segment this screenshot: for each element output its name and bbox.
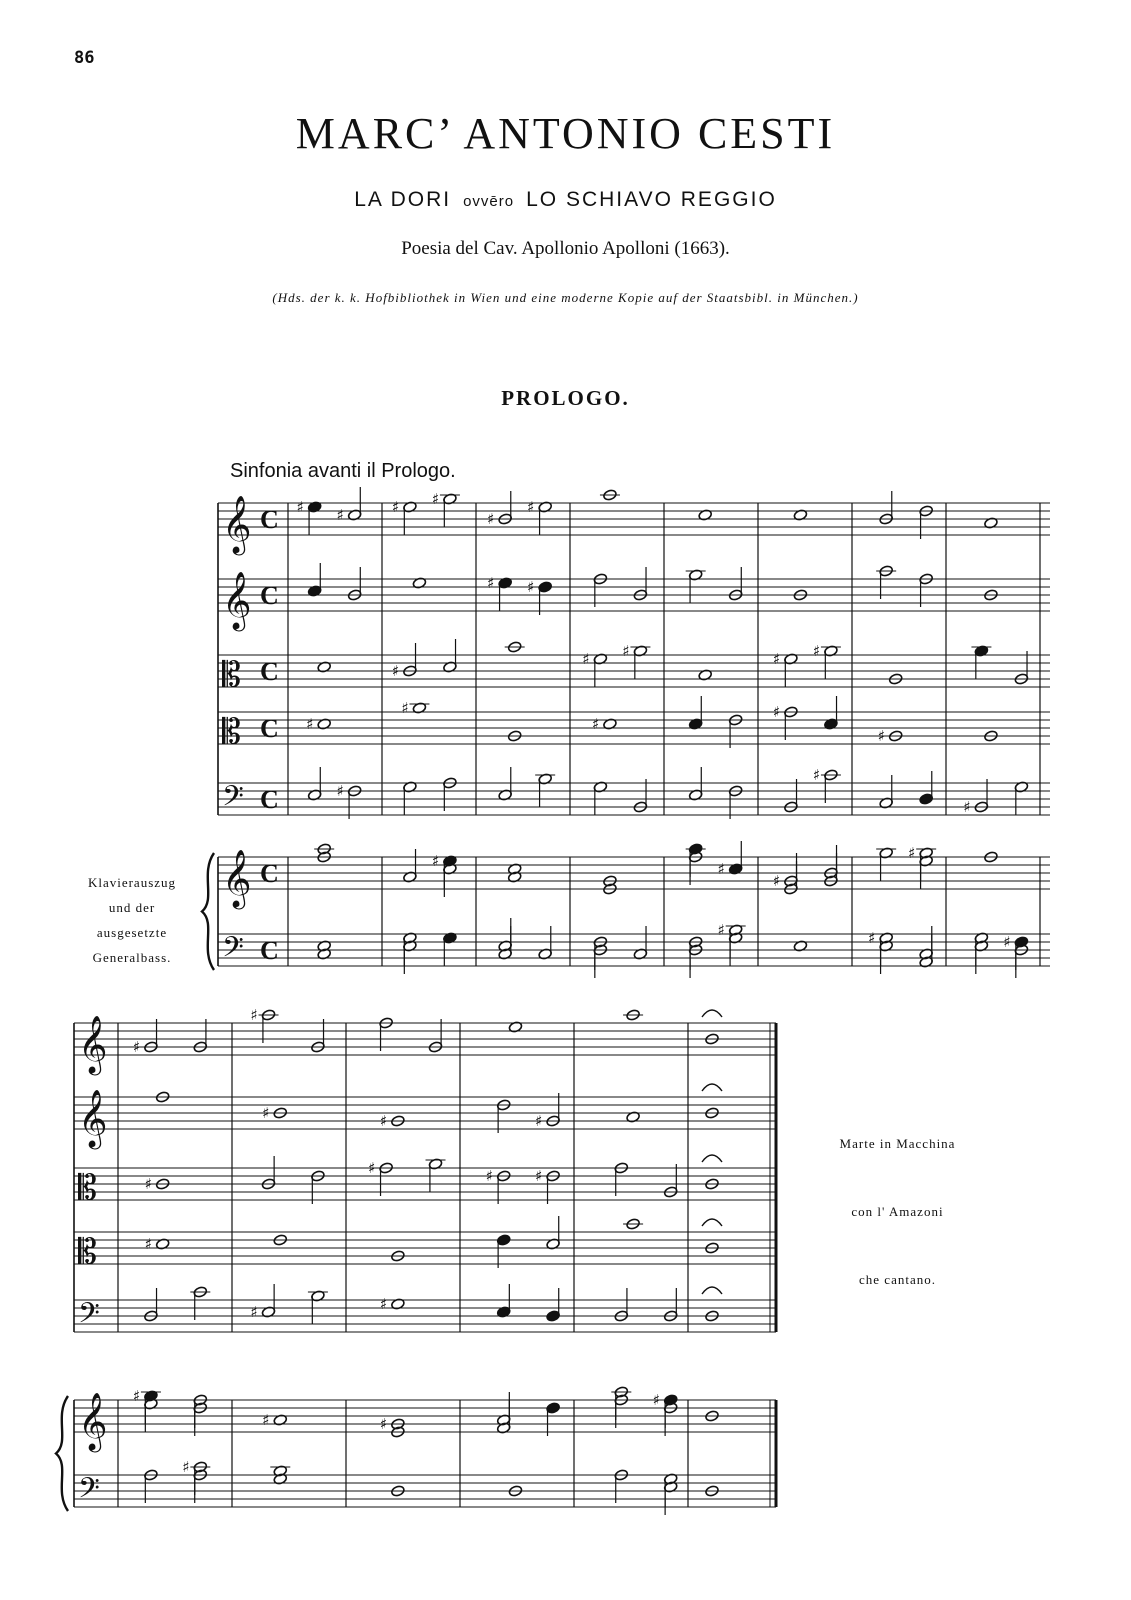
composer-title: MARC’ ANTONIO CESTI xyxy=(295,109,836,158)
sharp-sign: ♯ xyxy=(262,1411,270,1429)
marte-label-line: con l' Amazoni xyxy=(851,1204,944,1219)
klavier-label-line: und der xyxy=(108,900,156,915)
sharp-sign: ♯ xyxy=(527,578,535,596)
sharp-sign: ♯ xyxy=(772,872,781,890)
time-signature: C xyxy=(260,859,279,888)
klavier-label-line: Klavierauszug xyxy=(87,875,177,890)
sharp-sign: ♯ xyxy=(336,782,344,800)
fermata xyxy=(702,1155,722,1162)
time-signature: C xyxy=(260,785,279,814)
time-signature: C xyxy=(260,936,279,965)
sharp-sign: ♯ xyxy=(132,1387,141,1405)
sharp-sign: ♯ xyxy=(535,1167,543,1185)
treble-clef: 𝄞 xyxy=(78,1089,108,1147)
treble-clef: 𝄞 xyxy=(222,495,252,553)
sharp-sign: ♯ xyxy=(485,1167,493,1185)
poet-line: Poesia del Cav. Apollonio Apolloni (1663). xyxy=(401,238,730,259)
sharp-sign: ♯ xyxy=(379,1112,388,1130)
sharp-sign: ♯ xyxy=(144,1235,152,1253)
time-signature: C xyxy=(260,505,279,534)
sharp-sign: ♯ xyxy=(591,715,600,733)
piano-brace xyxy=(56,1396,68,1511)
sharp-sign: ♯ xyxy=(877,727,885,745)
bass-clef: 𝄢 xyxy=(222,931,244,971)
sharp-sign: ♯ xyxy=(535,1112,543,1130)
sharp-sign: ♯ xyxy=(262,1104,270,1122)
bass-clef: 𝄢 xyxy=(222,780,244,820)
sharp-sign: ♯ xyxy=(487,510,495,528)
alto-clef: 𝄡 xyxy=(78,1168,97,1208)
fermata xyxy=(702,1084,722,1091)
source-note: (Hds. der k. k. Hofbibliothek in Wien und eine moderne Kopie auf der Staatsbibl. in München.) xyxy=(272,290,859,305)
sharp-sign: ♯ xyxy=(487,574,495,592)
sharp-sign: ♯ xyxy=(717,921,725,939)
alto-clef: 𝄡 xyxy=(222,712,241,752)
sharp-sign: ♯ xyxy=(144,1175,152,1193)
sharp-sign: ♯ xyxy=(622,642,630,660)
sharp-sign: ♯ xyxy=(336,506,344,524)
marte-label-line: che cantano. xyxy=(859,1272,936,1287)
piece-title: Sinfonia avanti il Prologo. xyxy=(230,460,456,482)
sharp-sign: ♯ xyxy=(401,699,409,717)
sharp-sign: ♯ xyxy=(812,642,821,660)
treble-clef: 𝄞 xyxy=(78,1392,108,1450)
sharp-sign: ♯ xyxy=(963,798,971,816)
opera-title-or: ovvēro xyxy=(463,193,515,210)
klavier-label-line: Generalbass. xyxy=(92,950,172,965)
time-signature: C xyxy=(260,581,279,610)
sharp-sign: ♯ xyxy=(379,1295,388,1313)
sharp-sign: ♯ xyxy=(908,844,916,862)
alto-clef: 𝄡 xyxy=(222,655,241,695)
treble-clef: 𝄞 xyxy=(222,571,252,629)
sharp-sign: ♯ xyxy=(527,498,535,516)
sharp-sign: ♯ xyxy=(772,703,781,721)
sharp-sign: ♯ xyxy=(379,1415,388,1433)
section-title: PROLOGO. xyxy=(501,386,630,410)
bass-clef: 𝄢 xyxy=(78,1297,100,1337)
sharp-sign: ♯ xyxy=(250,1006,258,1024)
sharp-sign: ♯ xyxy=(582,650,590,668)
sharp-sign: ♯ xyxy=(652,1391,660,1409)
opera-title-alt: LO SCHIAVO REGGIO xyxy=(526,188,777,211)
bass-clef: 𝄢 xyxy=(78,1472,100,1512)
page-number: 86 xyxy=(74,48,95,68)
sharp-sign: ♯ xyxy=(431,852,440,870)
sharp-sign: ♯ xyxy=(717,860,725,878)
sharp-sign: ♯ xyxy=(868,929,876,947)
sharp-sign: ♯ xyxy=(772,650,781,668)
sharp-sign: ♯ xyxy=(296,498,304,516)
sharp-sign: ♯ xyxy=(431,490,440,508)
sharp-sign: ♯ xyxy=(368,1159,376,1177)
sharp-sign: ♯ xyxy=(1003,933,1011,951)
marte-label-line: Marte in Macchina xyxy=(839,1136,956,1151)
fermata xyxy=(702,1219,722,1226)
klavier-label-line: ausgesetzte xyxy=(96,925,168,940)
piano-brace xyxy=(202,853,214,970)
opera-title-main: LA DORI xyxy=(354,188,452,211)
sharp-sign: ♯ xyxy=(391,498,400,516)
treble-clef: 𝄞 xyxy=(222,849,252,907)
sharp-sign: ♯ xyxy=(250,1303,258,1321)
sharp-sign: ♯ xyxy=(812,766,821,784)
sharp-sign: ♯ xyxy=(306,715,314,733)
fermata xyxy=(702,1010,722,1017)
sharp-sign: ♯ xyxy=(132,1038,141,1056)
time-signature: C xyxy=(260,714,279,743)
alto-clef: 𝄡 xyxy=(78,1232,97,1272)
sharp-sign: ♯ xyxy=(391,662,400,680)
treble-clef: 𝄞 xyxy=(78,1015,108,1073)
sharp-sign: ♯ xyxy=(182,1458,190,1476)
fermata xyxy=(702,1287,722,1294)
time-signature: C xyxy=(260,657,279,686)
